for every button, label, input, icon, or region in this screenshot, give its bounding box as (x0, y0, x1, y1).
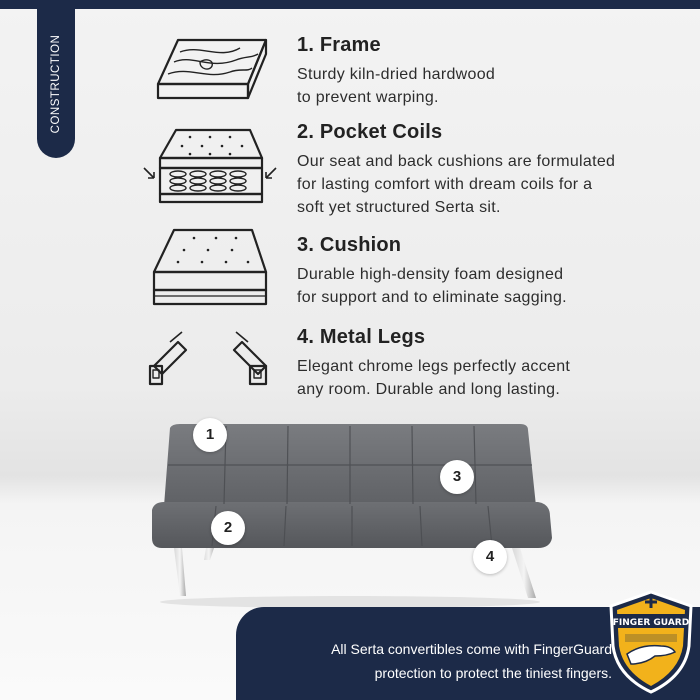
feature-text: Our seat and back cushions are formulated (297, 153, 616, 170)
feature-text: for lasting comfort with dream coils for a (297, 176, 593, 193)
feature-title: 2. Pocket Coils (297, 121, 443, 143)
banner-text: All Serta convertibles come with FingerGuard (331, 641, 612, 657)
feature-text: for support and to eliminate sagging. (297, 289, 567, 306)
pocket-coil-icon (140, 124, 280, 206)
badge-title: FINGER GUARD (612, 618, 690, 628)
wood-plank-icon (140, 34, 280, 104)
feature-text: any room. Durable and long lasting. (297, 381, 561, 398)
banner-text: protection to protect the tiniest fingers. (374, 665, 612, 681)
feature-text: Durable high-density foam designed (297, 266, 564, 283)
feature-metal-legs (297, 326, 570, 401)
feature-frame (297, 34, 495, 109)
top-bar (0, 0, 700, 9)
feature-title: 1. Frame (297, 34, 381, 56)
feature-title: 3. Cushion (297, 234, 402, 256)
callout-marker-2: 2 (211, 511, 245, 545)
foam-cushion-icon (140, 226, 280, 310)
feature-text: to prevent warping. (297, 89, 439, 106)
feature-cushion (297, 234, 567, 309)
feature-text: Elegant chrome legs perfectly accent (297, 358, 571, 375)
feature-text: Sturdy kiln-dried hardwood (297, 66, 496, 83)
callout-marker-1: 1 (193, 418, 227, 452)
side-tab (37, 0, 75, 158)
callout-marker-4: 4 (473, 540, 507, 574)
feature-title: 4. Metal Legs (297, 326, 426, 348)
callout-marker-3: 3 (440, 460, 474, 494)
feature-pocket-coils (297, 121, 615, 219)
feature-text: soft yet structured Serta sit. (297, 199, 501, 216)
metal-leg-icon (140, 328, 280, 390)
fingerguard-badge-icon (605, 588, 697, 696)
side-tab-label: CONSTRUCTION (50, 34, 62, 134)
